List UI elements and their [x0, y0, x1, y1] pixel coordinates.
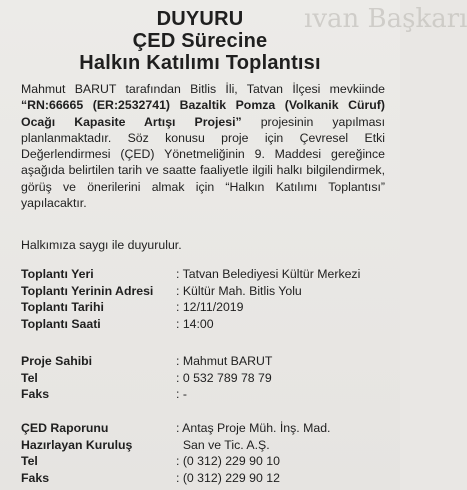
header-subtitle: ÇED Sürecine — [132, 30, 268, 52]
detail-row — [21, 420, 386, 437]
detail-value: : (0 312) 229 90 10 — [176, 454, 280, 468]
detail-label: Toplantı Yeri — [21, 267, 94, 281]
detail-value: San ve Tic. A.Ş. — [176, 437, 270, 452]
body-rest: projesinin yapılması planlanmaktadır. Söz konusu proje için Çevresel Etki Değerlendirmesi (ÇED) Yönetmeliğinin 9. Maddesi gereğince aşağıda belirtilen tarih ve saatte faaliyetle ilgili halkı bilgilendirmek, görüş ve önerilerini almak için “Halkın Katılımı Toplantısı” yapılacaktır. — [21, 114, 385, 211]
detail-row — [21, 470, 386, 487]
detail-label: Faks — [21, 470, 50, 485]
detail-label: Tel — [21, 454, 38, 468]
detail-label: Toplantı Tarihi — [21, 300, 104, 314]
bleed-through-text: ıvan Başkarı — [304, 4, 467, 34]
detail-value: : - — [176, 387, 187, 401]
detail-row — [21, 370, 386, 387]
detail-value: : 12/11/2019 — [176, 300, 244, 314]
detail-label: Faks — [21, 387, 50, 401]
detail-row — [21, 353, 386, 370]
greeting-line: Halkımıza saygı ile duyurulur. — [21, 238, 182, 252]
detail-label: Toplantı Saati — [21, 316, 101, 331]
detail-value: : Mahmut BARUT — [176, 354, 273, 368]
detail-row — [21, 316, 386, 333]
detail-label: Proje Sahibi — [21, 354, 93, 368]
header-title: DUYURU — [156, 8, 244, 30]
detail-row — [21, 299, 386, 316]
owner-details — [21, 353, 386, 403]
meeting-details — [21, 266, 386, 332]
detail-value: : Tatvan Belediyesi Kültür Merkezi — [176, 267, 361, 281]
project-name: “RN:66665 (ER:2532741) Bazaltik Pomza (Volkanik Cüruf) Ocağı Kapasite Artışı Projesi” — [21, 98, 385, 129]
detail-value: : 14:00 — [176, 316, 214, 331]
detail-label: Tel — [21, 370, 38, 385]
detail-value: : 0 532 789 78 79 — [176, 370, 272, 385]
detail-row — [21, 266, 386, 283]
announcement-body — [21, 81, 385, 211]
detail-value: : Antaş Proje Müh. İnş. Mad. — [176, 421, 331, 435]
detail-row — [21, 453, 386, 470]
header-subtitle-2: Halkın Katılımı Toplantısı — [79, 52, 321, 74]
detail-row — [21, 386, 386, 403]
detail-value: : (0 312) 229 90 12 — [176, 470, 280, 485]
body-intro: Mahmut BARUT tarafından Bitlis İli, Tatvan İlçesi mevkiinde — [21, 82, 385, 96]
report-preparer-details — [21, 420, 386, 486]
announcement-header — [0, 8, 400, 74]
detail-label: ÇED Raporunu — [21, 421, 109, 435]
detail-label: Toplantı Yerinin Adresi — [21, 283, 154, 298]
detail-row — [21, 437, 386, 454]
detail-row — [21, 283, 386, 300]
detail-label: Hazırlayan Kuruluş — [21, 437, 133, 452]
detail-value: : Kültür Mah. Bitlis Yolu — [176, 283, 302, 298]
